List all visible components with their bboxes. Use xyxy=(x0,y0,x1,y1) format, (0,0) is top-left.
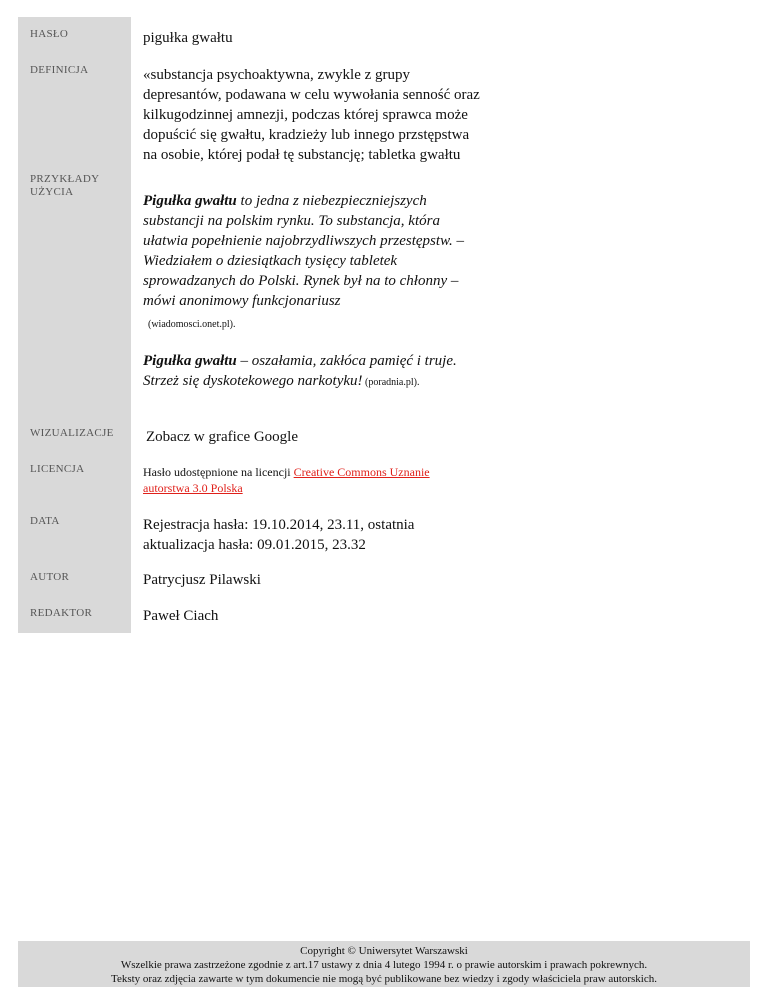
example-1-source: (wiadomosci.onet.pl). xyxy=(148,319,236,330)
label-przyklady-line1: PRZYKŁADY xyxy=(30,173,100,185)
example-2-text: – oszałamia, zakłóca pamięć i truje. Strzeż się dyskotekowego narkotyku! xyxy=(143,353,457,389)
entry-author: Patrycjusz Pilawski xyxy=(143,572,261,588)
entry-headword: pigułka gwałtu xyxy=(143,30,233,46)
label-autor: AUTOR xyxy=(30,571,70,583)
label-column xyxy=(18,17,131,633)
usage-example-1 xyxy=(143,191,473,335)
footer-notice: Teksty oraz zdjęcia zawarte w tym dokumencie nie mogą być publikowane bez wiedzy i zgody właściciela praw autorskich. xyxy=(111,973,657,985)
footer xyxy=(18,941,750,987)
label-redaktor: REDAKTOR xyxy=(30,607,93,619)
usage-example-2 xyxy=(143,351,473,393)
license-text xyxy=(143,464,463,496)
label-licencja: LICENCJA xyxy=(30,463,85,475)
license-prefix: Hasło udostępnione na licencji xyxy=(143,465,294,479)
example-2-term: Pigułka gwałtu xyxy=(143,353,237,369)
label-definicja: DEFINICJA xyxy=(30,64,89,76)
license-link[interactable]: Creative Commons Uznanie autorstwa 3.0 Polska xyxy=(143,465,430,495)
label-haslo: HASŁO xyxy=(30,28,69,40)
label-wizualizacje: WIZUALIZACJE xyxy=(30,427,114,439)
entry-dates: Rejestracja hasła: 19.10.2014, 23.11, ostatnia aktualizacja hasła: 09.01.2015, 23.32 xyxy=(143,517,415,553)
example-1-term: Pigułka gwałtu xyxy=(143,193,237,209)
label-przyklady-line2: UŻYCIA xyxy=(30,186,74,198)
example-1-text: to jedna z niebezpieczniejszych substancji na polskim rynku. To substancja, która ułatwia popełnienie najobrzydliwszych przestępstw. – Wiedziałem o dziesiątkach tysięcy tabletek sprowadzanych do Polski. Rynek był na to chłonny – mówi anonimowy funkcjonariusz xyxy=(143,193,464,309)
footer-rights: Wszelkie prawa zastrzeżone zgodnie z art.17 ustawy z dnia 4 lutego 1994 r. o prawie autorskim i prawach pokrewnych. xyxy=(120,959,648,971)
entry-definition: «substancja psychoaktywna, zwykle z grupy depresantów, podawana w celu wywołania senność oraz kilkugodzinnej amnezji, podczas której sprawca może dopuścić się gwałtu, kradzieży lub innego przstępstwa na osobie, której podał tę substancję; tabletka gwałtu xyxy=(143,67,480,163)
label-data: DATA xyxy=(30,515,60,527)
footer-copyright: Copyright © Uniwersytet Warszawski xyxy=(300,945,468,957)
example-2-source: (poradnia.pl). xyxy=(362,377,420,388)
entry-editor: Paweł Ciach xyxy=(143,608,219,624)
google-images-link[interactable]: Zobacz w grafice Google xyxy=(146,429,299,445)
label-przyklady xyxy=(30,173,99,199)
